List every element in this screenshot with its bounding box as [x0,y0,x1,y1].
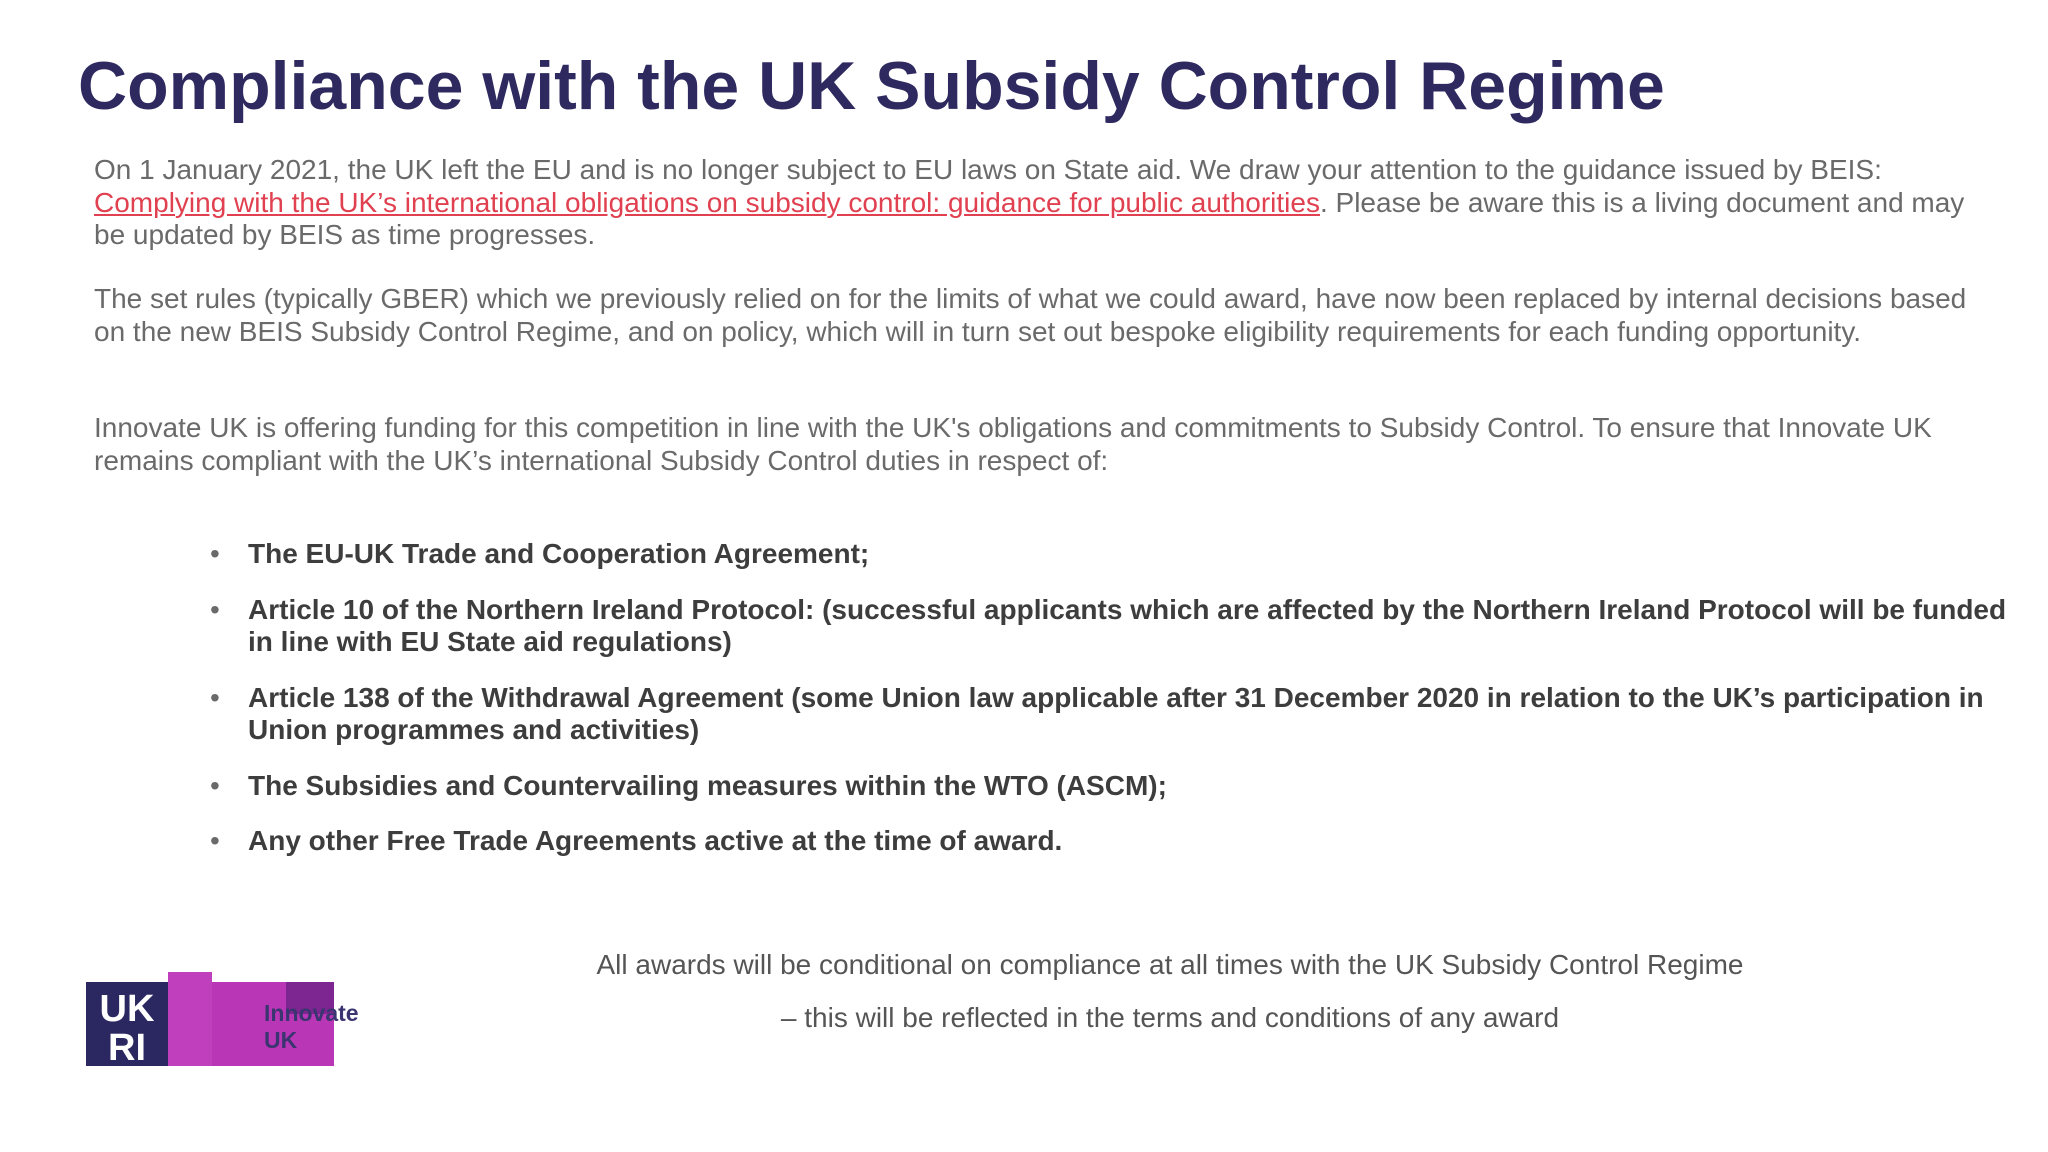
award-condition-note: All awards will be conditional on compliance at all times with the UK Subsidy Control Regime [596,949,1744,980]
logo-text-uk: UK [264,1027,298,1053]
list-item [210,594,2010,659]
paragraph-intro-end: . Please be aware this is a living document and may be updated by BEIS as time progresses. [94,186,1965,250]
logo-wordmark [264,1000,359,1054]
logo-mark-top: UK [99,988,155,1030]
logo-magenta-block [168,972,212,1066]
bullet-marker: • [210,825,220,856]
logo-mark-bottom: RI [108,1027,146,1066]
obligations-list [210,538,2010,881]
bullet-marker: • [210,538,220,569]
paragraph-intro [94,154,1974,252]
list-item-text: Article 138 of the Withdrawal Agreement (some Union law applicable after 31 December 2020 in relation to the UK’s participation in Union programmes and activities) [248,681,1984,745]
list-item-text: The Subsidies and Countervailing measures within the WTO (ASCM); [248,769,1167,801]
list-item [210,770,2010,803]
paragraph-set-rules: The set rules (typically GBER) which we previously relied on for the limits of what we could award, have now been replaced by internal decisions based on the new BEIS Subsidy Control Regime, and on policy, which will in turn set out bespoke eligibility requirements for each funding opportunity. [94,283,1967,347]
slide-title: Compliance with the UK Subsidy Control Regime [78,48,1665,124]
list-item-text: Any other Free Trade Agreements active at the time of award. [248,825,1063,856]
bullet-marker: • [210,593,220,625]
list-item-text: Article 10 of the Northern Ireland Protocol: (successful applicants which are affected by the Northern Ireland Protocol will be funded in line with EU State aid regulations) [248,593,2007,657]
list-item [210,825,2010,858]
list-item-text: The EU-UK Trade and Cooperation Agreement; [248,538,870,569]
logo-text-innovate: Innovate [264,1000,359,1026]
bullet-marker: • [210,681,220,713]
list-item [210,538,2010,571]
guidance-link[interactable]: Complying with the UK’s international obligations on subsidy control: guidance for public authorities [94,186,1320,218]
award-terms-note: – this will be reflected in the terms and conditions of any award [780,1002,1560,1033]
paragraph-innovate-uk-offering: Innovate UK is offering funding for this competition in line with the UK's obligations and commitments to Subsidy Control. To ensure that Innovate UK remains compliant with the UK’s international Subsidy Control duties in respect of: [94,412,1932,476]
bullet-marker: • [210,769,220,801]
paragraph-intro-start: On 1 January 2021, the UK left the EU and is no longer subject to EU laws on State aid. We draw your attention to the guidance issued by BEIS: [94,154,1882,185]
list-item [210,682,2010,747]
